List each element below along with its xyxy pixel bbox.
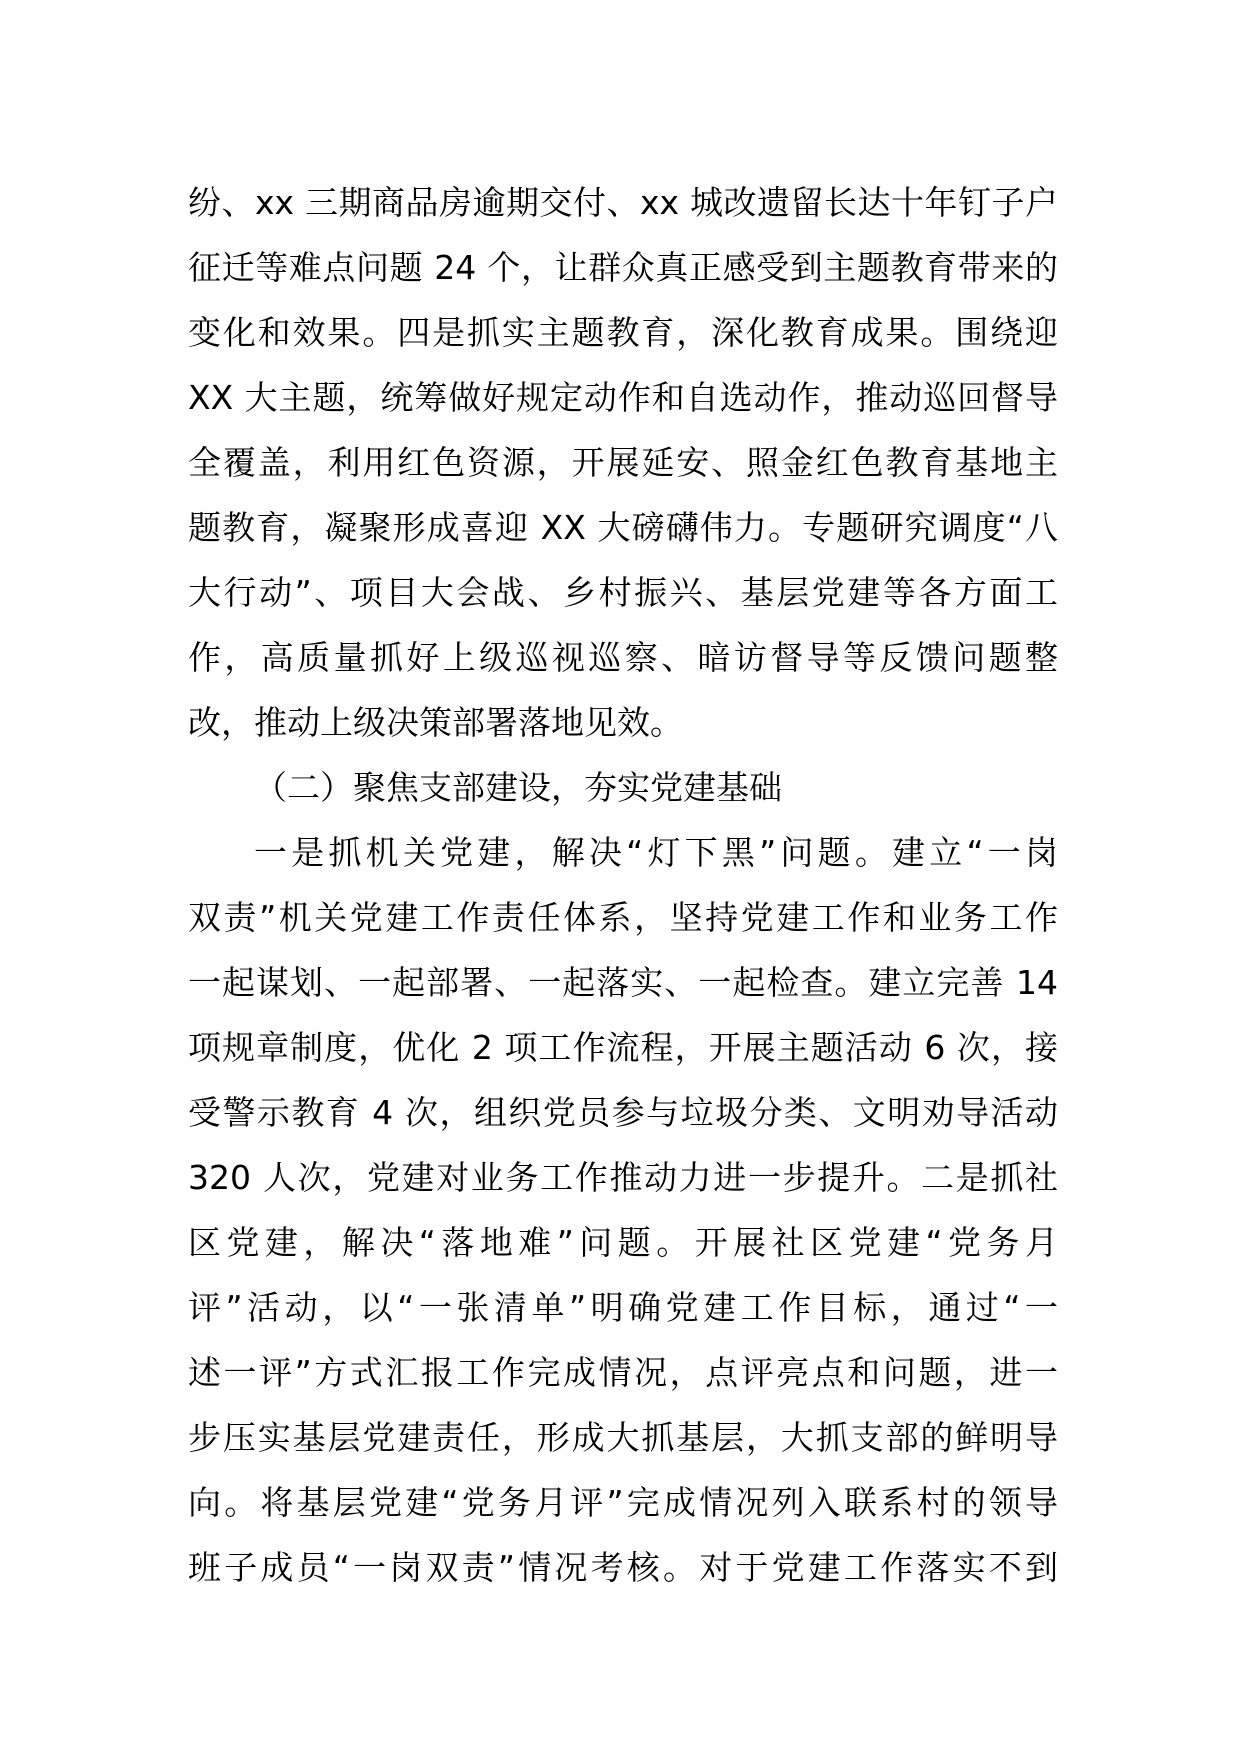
text-line: 题教育，凝聚形成喜迎 XX 大磅礴伟力。专题研究调度“八: [188, 508, 1058, 547]
text-line: 评”活动，以“一张清单”明确党建工作目标，通过“一: [188, 1288, 1058, 1327]
text-line: 征迁等难点问题 24 个，让群众真正感受到主题教育带来的: [188, 248, 1058, 287]
text-line: 双责”机关党建工作责任体系，坚持党建工作和业务工作: [188, 898, 1058, 937]
text-line: 全覆盖，利用红色资源，开展延安、照金红色教育基地主: [188, 443, 1058, 482]
text-line: 纷、xx 三期商品房逾期交付、xx 城改遗留长达十年钉子户: [188, 183, 1058, 222]
text-line: 项规章制度，优化 2 项工作流程，开展主题活动 6 次，接: [188, 1028, 1058, 1067]
section-heading: （二）聚焦支部建设，夯实党建基础: [254, 768, 782, 807]
text-line: 作，高质量抓好上级巡视巡察、暗访督导等反馈问题整: [188, 638, 1058, 677]
text-line: 变化和效果。四是抓实主题教育，深化教育成果。围绕迎: [188, 313, 1058, 352]
text-line: 一是抓机关党建，解决“灯下黑”问题。建立“一岗: [254, 833, 1058, 872]
text-line: XX 大主题，统筹做好规定动作和自选动作，推动巡回督导: [188, 378, 1058, 417]
text-line: 320 人次，党建对业务工作推动力进一步提升。二是抓社: [188, 1158, 1058, 1197]
text-line: 改，推动上级决策部署落地见效。: [188, 703, 683, 742]
body-text: [188, 170, 1058, 1600]
text-line: 述一评”方式汇报工作完成情况，点评亮点和问题，进一: [188, 1353, 1058, 1392]
text-line: 受警示教育 4 次，组织党员参与垃圾分类、文明劝导活动: [188, 1093, 1058, 1132]
text-line: 区党建，解决“落地难”问题。开展社区党建“党务月: [188, 1223, 1058, 1262]
text-line: 向。将基层党建“党务月评”完成情况列入联系村的领导: [188, 1483, 1058, 1522]
text-line: 大行动”、项目大会战、乡村振兴、基层党建等各方面工: [188, 573, 1058, 612]
text-line: 步压实基层党建责任，形成大抓基层，大抓支部的鲜明导: [188, 1418, 1058, 1457]
text-line: 一起谋划、一起部署、一起落实、一起检查。建立完善 14: [188, 963, 1058, 1002]
text-line: 班子成员“一岗双责”情况考核。对于党建工作落实不到: [188, 1548, 1058, 1587]
